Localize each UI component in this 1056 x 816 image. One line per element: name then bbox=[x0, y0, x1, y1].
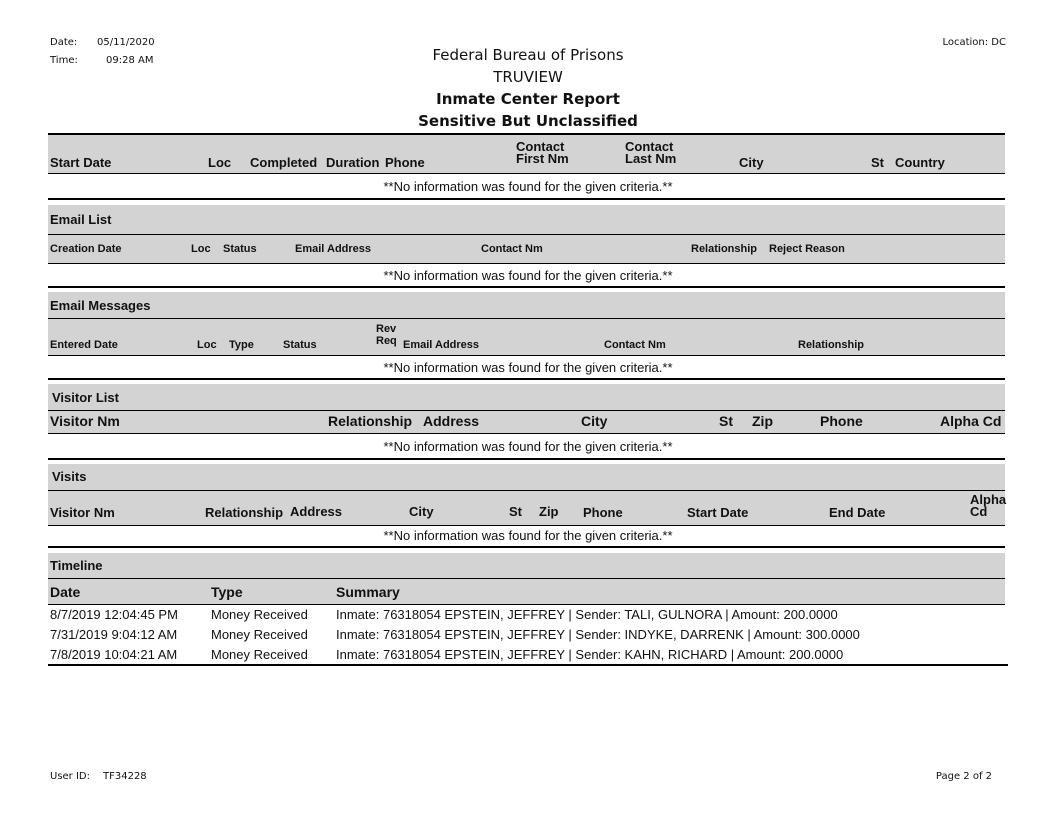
col-address: Address bbox=[290, 504, 343, 519]
report-agency: Federal Bureau of Prisons bbox=[432, 46, 624, 64]
classification: Sensitive But Unclassified bbox=[418, 112, 638, 130]
col-zip: Zip bbox=[539, 504, 559, 519]
col-summary: Summary bbox=[336, 584, 400, 600]
col-entered-date: Entered Date bbox=[50, 339, 118, 351]
col-reject-reason: Reject Reason bbox=[769, 243, 845, 255]
section-title-email-messages: Email Messages bbox=[50, 298, 151, 313]
report-system: TRUVIEW bbox=[493, 68, 563, 86]
divider bbox=[48, 525, 1005, 526]
col-contact-nm: Contact Nm bbox=[481, 243, 543, 255]
timeline-date: 8/7/2019 12:04:45 PM bbox=[50, 607, 178, 622]
time-value: 09:28 AM bbox=[106, 55, 154, 66]
divider bbox=[48, 604, 1005, 605]
divider bbox=[48, 458, 1005, 460]
col-relationship: Relationship bbox=[328, 413, 413, 429]
no-info-email-messages: **No information was found for the given criteria.** bbox=[383, 360, 673, 375]
col-contact-last: Contact Last Nm bbox=[625, 139, 677, 166]
col-contact-nm: Contact Nm bbox=[604, 339, 666, 351]
divider bbox=[48, 198, 1005, 200]
timeline-summary: Inmate: 76318054 EPSTEIN, JEFFREY | Sender: TALI, GULNORA | Amount: 200.0000 bbox=[336, 607, 838, 622]
col-alpha-cd: Alpha Cd bbox=[940, 413, 1002, 429]
user-id-value: TF34228 bbox=[103, 771, 147, 782]
col-city: City bbox=[739, 155, 764, 170]
divider bbox=[48, 286, 1005, 288]
col-phone: Phone bbox=[820, 413, 863, 429]
page-number: Page 2 of 2 bbox=[935, 771, 992, 782]
timeline-title-band bbox=[48, 553, 1005, 578]
section-title-visitor-list: Visitor List bbox=[52, 390, 119, 405]
divider bbox=[48, 546, 1005, 548]
col-relationship: Relationship bbox=[691, 243, 758, 255]
no-info-email-list: **No information was found for the given criteria.** bbox=[383, 268, 673, 283]
col-zip: Zip bbox=[752, 413, 773, 429]
col-rev-req: Rev Req bbox=[376, 323, 397, 347]
col-duration: Duration bbox=[326, 155, 380, 170]
timeline-date: 7/31/2019 9:04:12 AM bbox=[50, 627, 178, 642]
divider bbox=[48, 263, 1005, 264]
location: Location: DC bbox=[942, 37, 1006, 48]
timeline-header-band bbox=[48, 579, 1005, 604]
divider bbox=[48, 664, 1008, 666]
date-label: Date: bbox=[50, 37, 78, 48]
col-address: Address bbox=[423, 413, 480, 429]
col-type: Type bbox=[211, 584, 243, 600]
col-end-date: End Date bbox=[829, 505, 886, 520]
time-label: Time: bbox=[50, 55, 78, 66]
email-messages-title-band bbox=[48, 292, 1005, 318]
col-city: City bbox=[581, 413, 608, 429]
section-title-email-list: Email List bbox=[50, 212, 112, 227]
divider bbox=[48, 355, 1005, 356]
timeline-type: Money Received bbox=[211, 627, 308, 642]
timeline-date: 7/8/2019 10:04:21 AM bbox=[50, 647, 178, 662]
report-title: Inmate Center Report bbox=[436, 90, 620, 108]
no-info-visitor-list: **No information was found for the given criteria.** bbox=[383, 439, 673, 454]
col-completed: Completed bbox=[250, 155, 318, 170]
col-visitor-nm: Visitor Nm bbox=[50, 413, 120, 429]
col-phone: Phone bbox=[583, 505, 623, 520]
timeline-summary: Inmate: 76318054 EPSTEIN, JEFFREY | Sender: INDYKE, DARRENK | Amount: 300.0000 bbox=[336, 627, 860, 642]
section-title-timeline: Timeline bbox=[50, 558, 103, 573]
col-visitor-nm: Visitor Nm bbox=[50, 505, 115, 520]
col-creation-date: Creation Date bbox=[50, 243, 122, 255]
col-phone: Phone bbox=[385, 155, 425, 170]
col-loc: Loc bbox=[191, 243, 211, 255]
no-info-visits: **No information was found for the given criteria.** bbox=[383, 528, 673, 543]
col-city: City bbox=[409, 504, 434, 519]
divider bbox=[48, 173, 1005, 174]
col-status: Status bbox=[283, 339, 317, 351]
timeline-type: Money Received bbox=[211, 607, 308, 622]
section-title-visits: Visits bbox=[52, 469, 87, 484]
email-list-title-band bbox=[48, 205, 1005, 234]
col-st: St bbox=[509, 504, 522, 519]
no-info-phone: **No information was found for the given criteria.** bbox=[383, 179, 673, 194]
divider bbox=[48, 378, 1005, 380]
timeline-type: Money Received bbox=[211, 647, 308, 662]
col-type: Type bbox=[229, 339, 254, 351]
col-relationship: Relationship bbox=[205, 505, 284, 520]
col-loc: Loc bbox=[208, 155, 232, 170]
col-country: Country bbox=[895, 155, 945, 170]
col-start-date: Start Date bbox=[687, 505, 749, 520]
col-loc: Loc bbox=[197, 339, 217, 351]
col-relationship: Relationship bbox=[798, 339, 865, 351]
col-status: Status bbox=[223, 243, 257, 255]
col-date: Date bbox=[50, 584, 81, 600]
col-alpha-cd: Alpha Cd bbox=[970, 492, 1007, 519]
col-start-date: Start Date bbox=[50, 155, 112, 170]
col-st: St bbox=[719, 413, 733, 429]
col-email-address: Email Address bbox=[403, 339, 480, 351]
col-contact-first: Contact First Nm bbox=[516, 139, 569, 166]
visits-title-band bbox=[48, 464, 1005, 490]
col-st: St bbox=[871, 155, 884, 170]
timeline-summary: Inmate: 76318054 EPSTEIN, JEFFREY | Sender: KAHN, RICHARD | Amount: 200.0000 bbox=[336, 647, 844, 662]
user-id-label: User ID: bbox=[50, 771, 90, 782]
date-value: 05/11/2020 bbox=[97, 37, 155, 48]
visitor-list-title-band bbox=[48, 384, 1005, 410]
col-email-address: Email Address bbox=[295, 243, 372, 255]
divider bbox=[48, 433, 1005, 434]
